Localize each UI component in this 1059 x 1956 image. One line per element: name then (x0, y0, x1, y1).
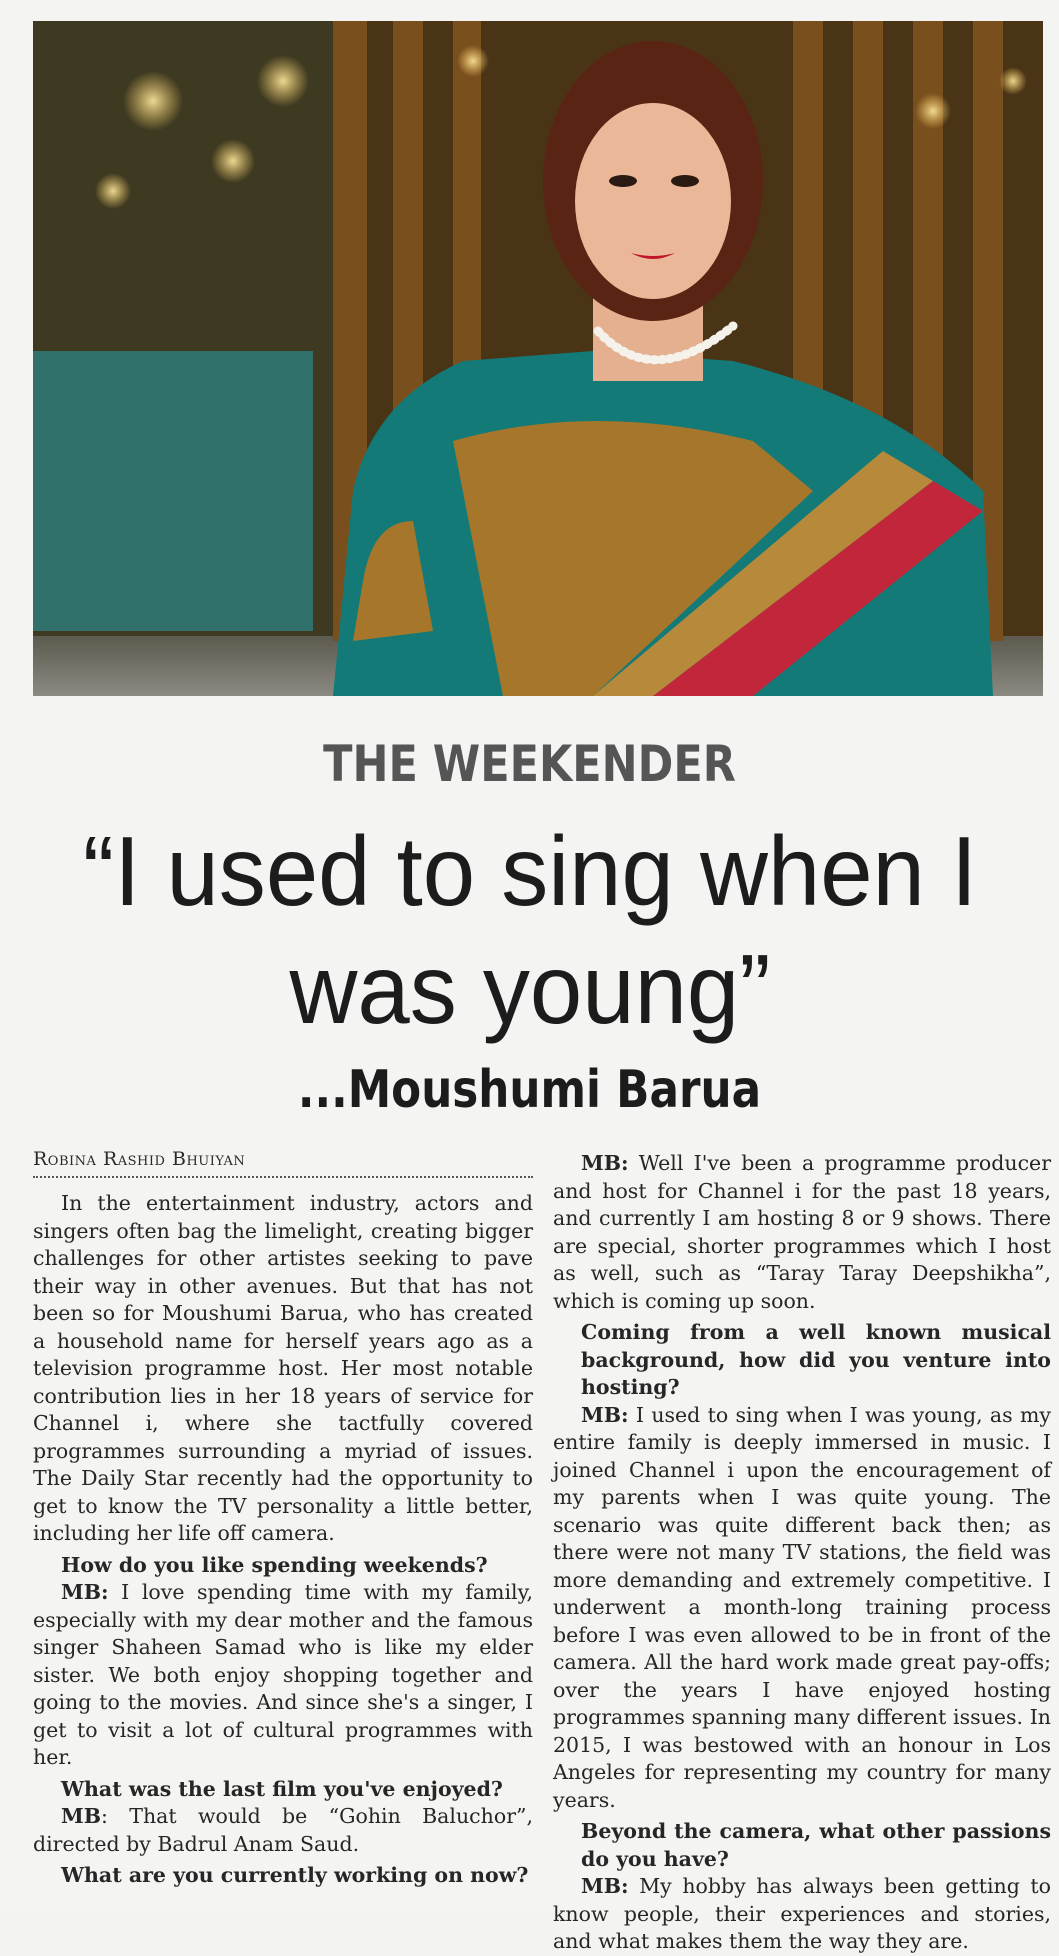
article-column-right (553, 1150, 1051, 1956)
headline: “I used to sing when I was young” (82, 816, 978, 1044)
question: Coming from a well known musical background, how did you venture into hosting? (581, 1320, 1051, 1399)
answer-label: MB: (581, 1874, 629, 1898)
section-title: THE WEEKENDER (323, 735, 736, 793)
answer (553, 1873, 1051, 1956)
answer-text: Well I've been a programme producer and host for Channel i for the past 18 years, and currently I am hosting 8 or 9 shows. There are special, shorter programmes which I host as well, such as “Taray Taray Deepshikha”, which is coming up soon. (553, 1151, 1051, 1313)
answer-label: MB: (581, 1151, 629, 1175)
answer (553, 1402, 1051, 1815)
article-column-left (33, 1150, 533, 1890)
question: Beyond the camera, what other passions do you have? (581, 1819, 1051, 1871)
answer (553, 1150, 1051, 1315)
answer-label: MB (61, 1804, 102, 1828)
intro-paragraph: In the entertainment industry, actors and singers often bag the limelight, creating bigger challenges for other artistes seeking to pave their way in other avenues. But that has not been so for Moushumi Barua, who has created a household name for herself years ago as a television programme host. Her most notable contribution lies in her 18 years of service for Channel i, where she tactfully covered programmes surrounding a myriad of issues. The Daily Star recently had the opportunity to get to know the TV personality a little better, including her life off camera. (33, 1191, 533, 1545)
byline: Robina Rashid Bhuiyan (33, 1150, 533, 1178)
answer-label: MB: (581, 1402, 629, 1427)
answer (33, 1579, 533, 1772)
answer (33, 1803, 533, 1858)
question: What was the last film you've enjoyed? (61, 1776, 503, 1801)
answer-label: MB: (61, 1580, 109, 1604)
answer-text: : That would be “Gohin Baluchor”, directed by Badrul Anam Saud. (33, 1804, 533, 1856)
question: How do you like spending weekends? (61, 1552, 488, 1577)
answer-text: My hobby has always been getting to know people, their experiences and stories, and what makes them the way they are. (553, 1874, 1051, 1953)
portrait-photo (33, 21, 1043, 696)
headline-attribution: ...Moushumi Barua (297, 1060, 762, 1120)
answer-text: I used to sing when I was young, as my entire family is deeply immersed in music. I joined Channel i upon the encouragement of my parents when I was quite young. The scenario was quite different back then; as there were not many TV stations, the field was more demanding and extremely competitive. I underwent a month-long training process before I was even allowed to be in front of the camera. All the hard work made great pay-offs; over the years I have enjoyed hosting programmes spanning many different issues. In 2015, I was bestowed with an honour in Los Angeles for representing my country for many years. (553, 1402, 1051, 1812)
answer-text: I love spending time with my family, especially with my dear mother and the famous singer Shaheen Samad who is like my elder sister. We both enjoy shopping together and going to the movies. And since she's a singer, I get to visit a lot of cultural programmes with her. (33, 1580, 533, 1769)
question: What are you currently working on now? (61, 1863, 529, 1887)
